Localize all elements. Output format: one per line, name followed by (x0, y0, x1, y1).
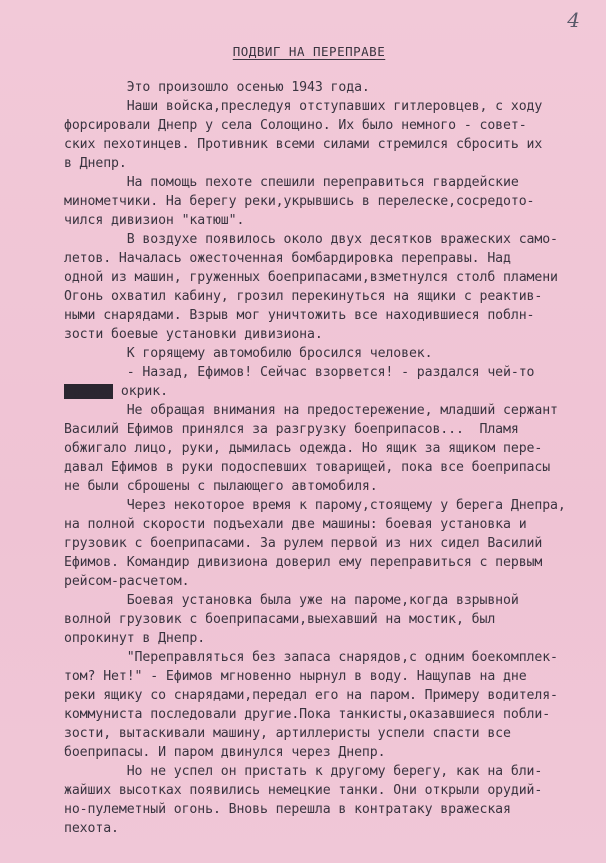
text-line: том? Нет!" - Ефимов мгновенно нырнул в воду. Нащупав на дне (64, 669, 527, 684)
text-line: в Днепр. (64, 156, 127, 171)
text-line: летов. Началась ожесточенная бомбардировка переправы. Над (64, 251, 511, 266)
document-title: ПОДВИГ НА ПЕРЕПРАВЕ (232, 44, 386, 59)
text-line: на полной скорости подъехали две машины: боевая установка и (64, 517, 527, 532)
text-line: пехота. (64, 821, 119, 836)
text-line: Наши войска,преследуя отступавших гитлеровцев, с ходу (64, 99, 543, 114)
text-line: не были сброшены с пылающего автомобиля. (64, 479, 378, 494)
text-line: но-пулеметный огонь. Вновь перешла в контратаку вражеская (64, 802, 511, 817)
text-line: жайших высотках появились немецкие танки. Они открыли орудий- (64, 783, 543, 798)
text-line: реки ящику со снарядами,передал его на паром. Примеру водителя- (64, 688, 558, 703)
text-line: громко окрик. (65, 384, 168, 399)
text-line: грузовик с боеприпасами. За рулем первой из них сидел Василий (64, 536, 543, 551)
text-line: Но не успел он пристать к другому берегу, как на бли- (64, 764, 543, 779)
text-line: Через некоторое время к парому,стоящему у берега Днепра, (64, 498, 566, 513)
struck-out-word: громко (65, 384, 113, 399)
text-line: Ефимов. Командир дивизиона доверил ему переправиться с первым (64, 555, 543, 570)
text-line: минометчики. На берегу реки,укрывшись в перелеске,сосредото- (64, 194, 535, 209)
text-line: Это произошло осенью 1943 года. (64, 80, 370, 95)
text-line: На помощь пехоте спешили переправиться гвардейские (64, 175, 519, 190)
text-line: В воздухе появилось около двух десятков вражеских само- (64, 232, 558, 247)
text-line: одной из машин, груженных боеприпасами,взметнулся столб пламени (64, 270, 558, 285)
text-line: ских пехотинцев. Противник всеми силами стремился сбросить их (64, 137, 543, 152)
text-line: К горящему автомобилю бросился человек. (64, 346, 433, 361)
text-line: обжигало лицо, руки, дымилась одежда. Но ящик за ящиком пере- (64, 441, 543, 456)
text-line: форсировали Днепр у села Солощино. Их было немного - совет- (64, 118, 527, 133)
text-line: чился дивизион "катюш". (64, 213, 245, 228)
text-line: давал Ефимов в руки подоспевших товарищей, пока все боеприпасы (64, 460, 551, 475)
text-line: рейсом-расчетом. (64, 574, 190, 589)
text-line: Огонь охватил кабину, грозил перекинуться на ящики с реактив- (64, 289, 543, 304)
text-line: "Переправляться без запаса снарядов,с одним боекомплек- (64, 650, 558, 665)
text-line: ными снарядами. Взрыв мог уничтожить все находившиеся поблн- (64, 308, 535, 323)
text-line: - Назад, Ефимов! Сейчас взорвется! - раздался чей-то (64, 365, 535, 380)
text-line: зости, вытаскивали машину, артиллеристы успели спасти все (64, 726, 511, 741)
text-line: зости боевые установки дивизиона. (64, 327, 323, 342)
text-line: волной грузовик с боеприпасами,выехавший на мостик, был (64, 612, 496, 627)
text-line: Василий Ефимов принялся за разгрузку боеприпасов... Пламя (64, 422, 519, 437)
text-line: боеприпасы. И паром двинулся через Днепр. (64, 745, 386, 760)
page-number: 4 (567, 8, 580, 32)
text-line: Боевая установка была уже на пароме,когда взрывной (64, 593, 519, 608)
text-line: Не обращая внимания на предостережение, младший сержант (64, 403, 558, 418)
text-line: коммуниста последовали другие.Пока танкисты,оказавшиеся побли- (64, 707, 551, 722)
text-line: опрокинут в Днепр. (64, 631, 206, 646)
document-body (64, 78, 604, 838)
